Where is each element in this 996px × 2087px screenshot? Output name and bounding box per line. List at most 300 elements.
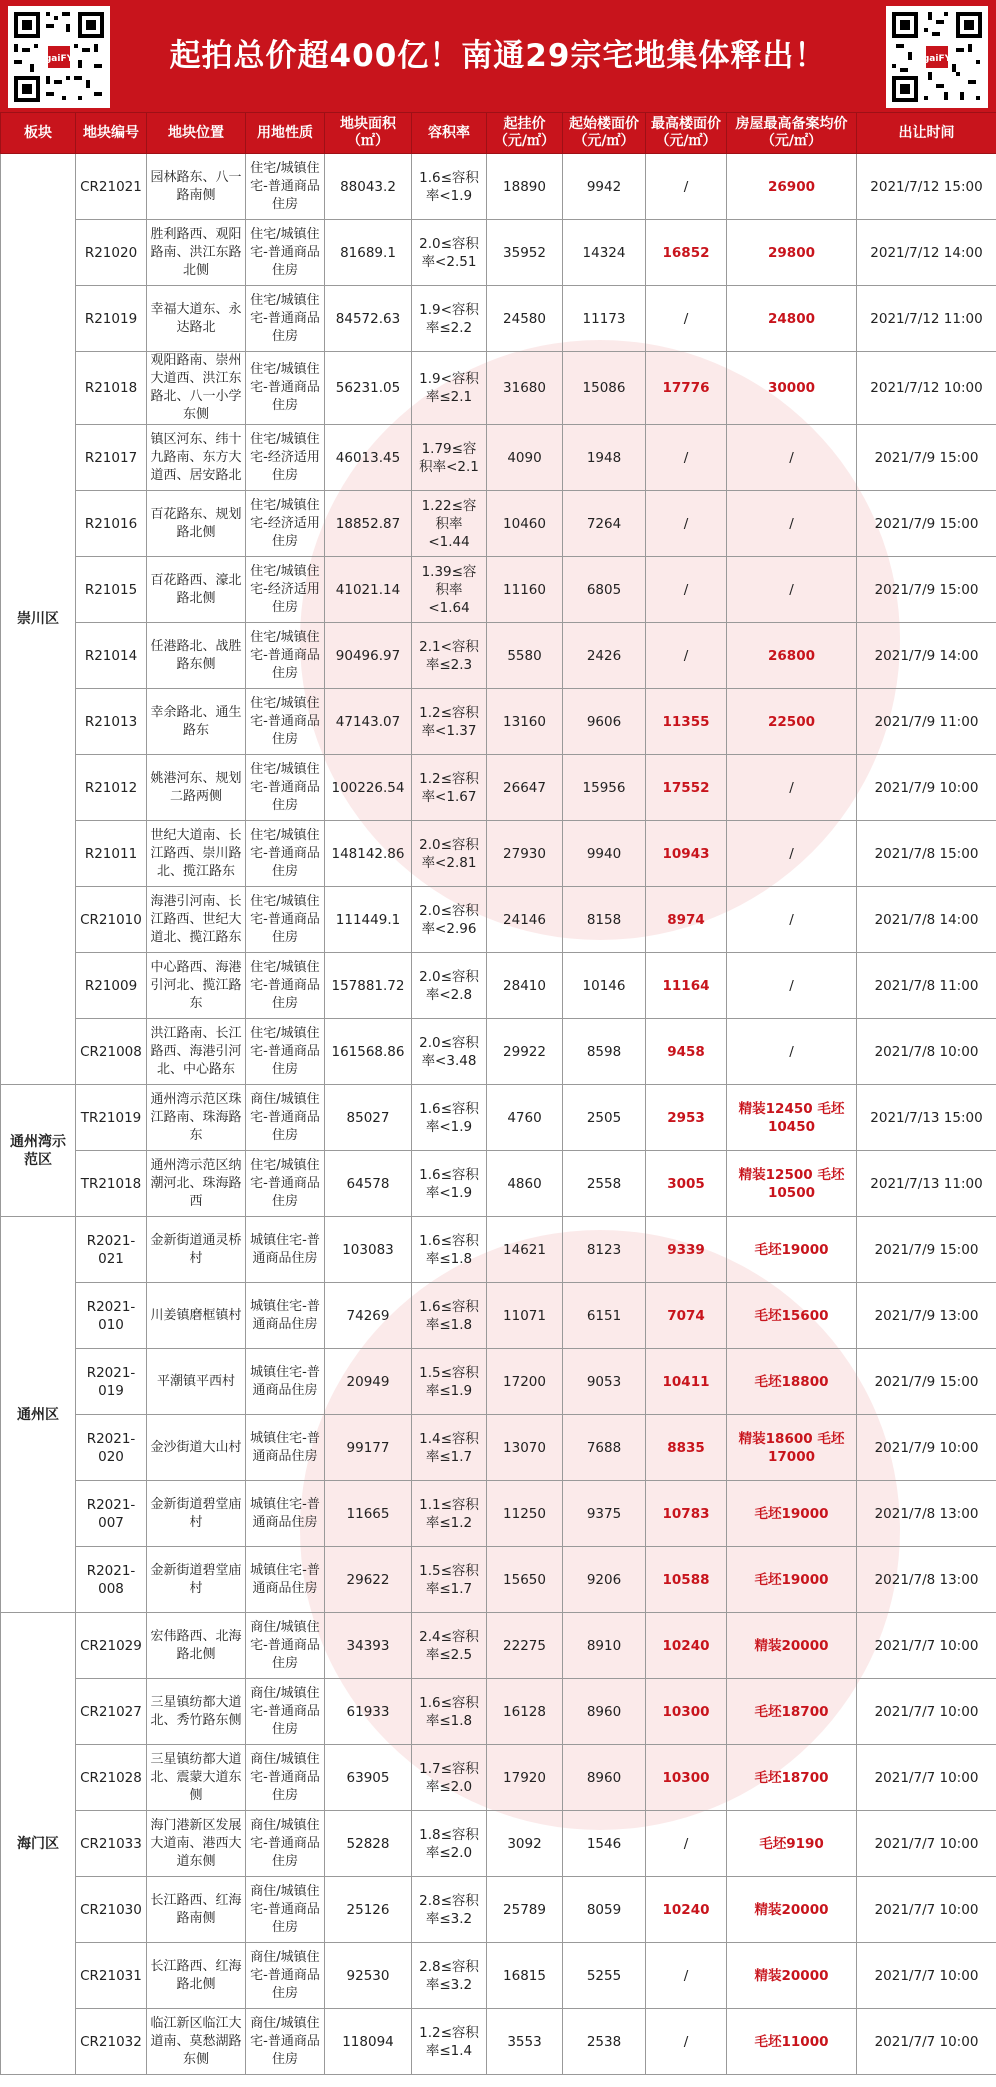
cell-start-price: 11071 bbox=[487, 1283, 563, 1349]
cell-max-floor-price: 9458 bbox=[646, 1019, 727, 1085]
cell-start-price: 14621 bbox=[487, 1217, 563, 1283]
page-title: 起拍总价超400亿！南通29宗宅地集体释出！ bbox=[169, 38, 827, 74]
cell-max-floor-price: / bbox=[646, 2009, 727, 2075]
cell-area: 103083 bbox=[325, 1217, 412, 1283]
cell-start-floor-price: 1948 bbox=[563, 425, 646, 491]
cell-max-house-price: 精装18600 毛坯17000 bbox=[727, 1415, 857, 1481]
cell-time: 2021/7/7 10:00 bbox=[857, 1679, 996, 1745]
cell-area: 84572.63 bbox=[325, 286, 412, 352]
cell-code: R21013 bbox=[76, 689, 147, 755]
cell-land-use: 商住/城镇住宅-普通商品住房 bbox=[246, 1613, 325, 1679]
table-row bbox=[1, 425, 996, 491]
cell-far: 1.6≤容积率≤1.8 bbox=[412, 1217, 487, 1283]
cell-location: 金沙街道大山村 bbox=[147, 1415, 246, 1481]
cell-land-use: 住宅/城镇住宅-普通商品住房 bbox=[246, 623, 325, 689]
cell-far: 2.0≤容积率<2.51 bbox=[412, 220, 487, 286]
cell-land-use: 城镇住宅-普通商品住房 bbox=[246, 1547, 325, 1613]
cell-start-floor-price: 8059 bbox=[563, 1877, 646, 1943]
table-row bbox=[1, 1415, 996, 1481]
qr-badge-text: gaiFY bbox=[44, 54, 74, 64]
cell-start-price: 27930 bbox=[487, 821, 563, 887]
table-row bbox=[1, 689, 996, 755]
cell-land-use: 住宅/城镇住宅-经济适用住房 bbox=[246, 557, 325, 623]
cell-start-floor-price: 8158 bbox=[563, 887, 646, 953]
table-row bbox=[1, 1811, 996, 1877]
cell-start-floor-price: 14324 bbox=[563, 220, 646, 286]
cell-start-floor-price: 7264 bbox=[563, 491, 646, 557]
cell-max-house-price: / bbox=[727, 821, 857, 887]
cell-max-floor-price: 10300 bbox=[646, 1745, 727, 1811]
cell-start-floor-price: 2558 bbox=[563, 1151, 646, 1217]
cell-max-house-price: / bbox=[727, 755, 857, 821]
cell-max-floor-price: / bbox=[646, 557, 727, 623]
cell-area: 20949 bbox=[325, 1349, 412, 1415]
cell-max-house-price: 精装20000 bbox=[727, 1943, 857, 2009]
cell-start-price: 29922 bbox=[487, 1019, 563, 1085]
table-row bbox=[1, 2009, 996, 2075]
cell-max-house-price: / bbox=[727, 887, 857, 953]
cell-max-floor-price: 17776 bbox=[646, 352, 727, 425]
cell-start-floor-price: 9206 bbox=[563, 1547, 646, 1613]
cell-start-floor-price: 9606 bbox=[563, 689, 646, 755]
table-row bbox=[1, 154, 996, 220]
cell-max-house-price: / bbox=[727, 1019, 857, 1085]
cell-land-use: 商住/城镇住宅-普通商品住房 bbox=[246, 1745, 325, 1811]
table-row bbox=[1, 623, 996, 689]
cell-land-use: 城镇住宅-普通商品住房 bbox=[246, 1349, 325, 1415]
cell-start-floor-price: 9942 bbox=[563, 154, 646, 220]
cell-start-floor-price: 6151 bbox=[563, 1283, 646, 1349]
cell-start-price: 4860 bbox=[487, 1151, 563, 1217]
cell-location: 长江路西、红海路南侧 bbox=[147, 1877, 246, 1943]
cell-code: R21017 bbox=[76, 425, 147, 491]
table-header-row bbox=[1, 113, 996, 154]
cell-time: 2021/7/13 15:00 bbox=[857, 1085, 996, 1151]
cell-area: 85027 bbox=[325, 1085, 412, 1151]
table-row bbox=[1, 1613, 996, 1679]
cell-max-floor-price: 10411 bbox=[646, 1349, 727, 1415]
cell-time: 2021/7/9 11:00 bbox=[857, 689, 996, 755]
cell-area: 64578 bbox=[325, 1151, 412, 1217]
cell-land-use: 住宅/城镇住宅-普通商品住房 bbox=[246, 689, 325, 755]
cell-area: 157881.72 bbox=[325, 953, 412, 1019]
cell-code: CR21029 bbox=[76, 1613, 147, 1679]
cell-location: 金新街道碧堂庙村 bbox=[147, 1547, 246, 1613]
cell-far: 1.22≤容积率<1.44 bbox=[412, 491, 487, 557]
cell-land-use: 城镇住宅-普通商品住房 bbox=[246, 1415, 325, 1481]
cell-code: CR21031 bbox=[76, 1943, 147, 2009]
cell-area: 52828 bbox=[325, 1811, 412, 1877]
table-row bbox=[1, 1151, 996, 1217]
cell-code: R2021-021 bbox=[76, 1217, 147, 1283]
cell-code: CR21030 bbox=[76, 1877, 147, 1943]
cell-time: 2021/7/12 11:00 bbox=[857, 286, 996, 352]
cell-area: 81689.1 bbox=[325, 220, 412, 286]
cell-time: 2021/7/9 15:00 bbox=[857, 557, 996, 623]
cell-area: 29622 bbox=[325, 1547, 412, 1613]
cell-area: 92530 bbox=[325, 1943, 412, 2009]
cell-code: R21011 bbox=[76, 821, 147, 887]
cell-far: 1.2≤容积率≤1.4 bbox=[412, 2009, 487, 2075]
table-row bbox=[1, 1943, 996, 2009]
cell-location: 世纪大道南、长江路西、崇川路北、揽江路东 bbox=[147, 821, 246, 887]
cell-land-use: 商住/城镇住宅-普通商品住房 bbox=[246, 2009, 325, 2075]
cell-start-price: 24146 bbox=[487, 887, 563, 953]
cell-area: 118094 bbox=[325, 2009, 412, 2075]
table-row bbox=[1, 755, 996, 821]
cell-start-floor-price: 9053 bbox=[563, 1349, 646, 1415]
cell-max-house-price: 毛坯15600 bbox=[727, 1283, 857, 1349]
cell-start-price: 3553 bbox=[487, 2009, 563, 2075]
cell-time: 2021/7/12 14:00 bbox=[857, 220, 996, 286]
table-row bbox=[1, 1349, 996, 1415]
cell-max-floor-price: 3005 bbox=[646, 1151, 727, 1217]
cell-land-use: 住宅/城镇住宅-普通商品住房 bbox=[246, 154, 325, 220]
cell-max-floor-price: / bbox=[646, 1811, 727, 1877]
cell-far: 2.8≤容积率≤3.2 bbox=[412, 1877, 487, 1943]
table-row bbox=[1, 220, 996, 286]
cell-time: 2021/7/7 10:00 bbox=[857, 1877, 996, 1943]
cell-far: 1.9<容积率≤2.2 bbox=[412, 286, 487, 352]
header-area: 地块面积（㎡） bbox=[325, 113, 412, 154]
cell-code: R21019 bbox=[76, 286, 147, 352]
cell-max-floor-price: 9339 bbox=[646, 1217, 727, 1283]
cell-location: 任港路北、战胜路东侧 bbox=[147, 623, 246, 689]
cell-time: 2021/7/12 15:00 bbox=[857, 154, 996, 220]
cell-code: TR21019 bbox=[76, 1085, 147, 1151]
cell-start-price: 22275 bbox=[487, 1613, 563, 1679]
table-row bbox=[1, 352, 996, 425]
cell-start-price: 16128 bbox=[487, 1679, 563, 1745]
cell-max-floor-price: 11164 bbox=[646, 953, 727, 1019]
cell-start-price: 4090 bbox=[487, 425, 563, 491]
cell-code: R21014 bbox=[76, 623, 147, 689]
cell-time: 2021/7/7 10:00 bbox=[857, 1811, 996, 1877]
cell-land-use: 城镇住宅-普通商品住房 bbox=[246, 1481, 325, 1547]
cell-start-floor-price: 8910 bbox=[563, 1613, 646, 1679]
cell-start-price: 13160 bbox=[487, 689, 563, 755]
cell-time: 2021/7/9 13:00 bbox=[857, 1283, 996, 1349]
cell-area: 100226.54 bbox=[325, 755, 412, 821]
cell-max-house-price: 29800 bbox=[727, 220, 857, 286]
cell-max-floor-price: / bbox=[646, 286, 727, 352]
header-start-floor-price: 起始楼面价（元/㎡） bbox=[563, 113, 646, 154]
cell-land-use: 住宅/城镇住宅-经济适用住房 bbox=[246, 491, 325, 557]
cell-start-floor-price: 8598 bbox=[563, 1019, 646, 1085]
header-start-price: 起挂价（元/㎡） bbox=[487, 113, 563, 154]
cell-max-house-price: 毛坯9190 bbox=[727, 1811, 857, 1877]
cell-start-price: 24580 bbox=[487, 286, 563, 352]
cell-max-house-price: / bbox=[727, 557, 857, 623]
cell-start-floor-price: 15086 bbox=[563, 352, 646, 425]
qr-code-left-icon bbox=[8, 6, 110, 108]
cell-time: 2021/7/8 10:00 bbox=[857, 1019, 996, 1085]
cell-start-price: 5580 bbox=[487, 623, 563, 689]
cell-far: 1.79≤容积率<2.1 bbox=[412, 425, 487, 491]
cell-land-use: 商住/城镇住宅-普通商品住房 bbox=[246, 1877, 325, 1943]
cell-land-use: 住宅/城镇住宅-普通商品住房 bbox=[246, 220, 325, 286]
cell-start-floor-price: 5255 bbox=[563, 1943, 646, 2009]
cell-max-floor-price: 8974 bbox=[646, 887, 727, 953]
table-row bbox=[1, 1085, 996, 1151]
cell-start-price: 28410 bbox=[487, 953, 563, 1019]
cell-time: 2021/7/7 10:00 bbox=[857, 1943, 996, 2009]
cell-code: R21018 bbox=[76, 352, 147, 425]
cell-area: 148142.86 bbox=[325, 821, 412, 887]
cell-max-floor-price: 2953 bbox=[646, 1085, 727, 1151]
cell-land-use: 住宅/城镇住宅-普通商品住房 bbox=[246, 286, 325, 352]
cell-max-floor-price: 10300 bbox=[646, 1679, 727, 1745]
cell-land-use: 商住/城镇住宅-普通商品住房 bbox=[246, 1943, 325, 2009]
cell-time: 2021/7/8 13:00 bbox=[857, 1481, 996, 1547]
header-banner bbox=[0, 0, 996, 112]
cell-time: 2021/7/9 10:00 bbox=[857, 755, 996, 821]
cell-location: 姚港河东、规划二路两侧 bbox=[147, 755, 246, 821]
table-row bbox=[1, 1745, 996, 1811]
cell-code: CR21028 bbox=[76, 1745, 147, 1811]
district-cell: 通州湾示范区 bbox=[1, 1085, 76, 1217]
cell-far: 1.8≤容积率≤2.0 bbox=[412, 1811, 487, 1877]
header-max-house-price: 房屋最高备案均价（元/㎡） bbox=[727, 113, 857, 154]
cell-max-house-price: 毛坯19000 bbox=[727, 1217, 857, 1283]
table-row bbox=[1, 1217, 996, 1283]
cell-location: 洪江路南、长江路西、海港引河北、中心路东 bbox=[147, 1019, 246, 1085]
cell-start-price: 26647 bbox=[487, 755, 563, 821]
cell-max-house-price: 24800 bbox=[727, 286, 857, 352]
cell-max-house-price: 26900 bbox=[727, 154, 857, 220]
header-max-floor-price: 最高楼面价（元/㎡） bbox=[646, 113, 727, 154]
cell-land-use: 城镇住宅-普通商品住房 bbox=[246, 1283, 325, 1349]
cell-start-price: 35952 bbox=[487, 220, 563, 286]
cell-code: R2021-008 bbox=[76, 1547, 147, 1613]
cell-start-price: 3092 bbox=[487, 1811, 563, 1877]
cell-location: 通州湾示范区纳潮河北、珠海路西 bbox=[147, 1151, 246, 1217]
cell-location: 临江新区临江大道南、莫愁湖路东侧 bbox=[147, 2009, 246, 2075]
cell-area: 25126 bbox=[325, 1877, 412, 1943]
cell-far: 1.5≤容积率≤1.9 bbox=[412, 1349, 487, 1415]
cell-area: 18852.87 bbox=[325, 491, 412, 557]
cell-max-floor-price: / bbox=[646, 154, 727, 220]
cell-time: 2021/7/9 15:00 bbox=[857, 1217, 996, 1283]
cell-time: 2021/7/13 11:00 bbox=[857, 1151, 996, 1217]
cell-code: R21016 bbox=[76, 491, 147, 557]
cell-start-floor-price: 11173 bbox=[563, 286, 646, 352]
cell-land-use: 商住/城镇住宅-普通商品住房 bbox=[246, 1679, 325, 1745]
cell-location: 中心路西、海港引河北、揽江路东 bbox=[147, 953, 246, 1019]
cell-max-house-price: 毛坯19000 bbox=[727, 1481, 857, 1547]
qr-badge-text: gaiFY bbox=[922, 54, 952, 64]
table-row bbox=[1, 1547, 996, 1613]
table-row bbox=[1, 1877, 996, 1943]
cell-location: 胜利路西、观阳路南、洪江东路北侧 bbox=[147, 220, 246, 286]
header-district: 板块 bbox=[1, 113, 76, 154]
cell-start-price: 13070 bbox=[487, 1415, 563, 1481]
cell-max-floor-price: / bbox=[646, 1943, 727, 2009]
cell-location: 幸余路北、通生路东 bbox=[147, 689, 246, 755]
cell-time: 2021/7/7 10:00 bbox=[857, 2009, 996, 2075]
cell-max-floor-price: 7074 bbox=[646, 1283, 727, 1349]
cell-start-price: 17920 bbox=[487, 1745, 563, 1811]
cell-code: R21015 bbox=[76, 557, 147, 623]
cell-location: 百花路东、规划路北侧 bbox=[147, 491, 246, 557]
cell-far: 1.6≤容积率<1.9 bbox=[412, 1151, 487, 1217]
cell-area: 61933 bbox=[325, 1679, 412, 1745]
cell-start-floor-price: 8960 bbox=[563, 1745, 646, 1811]
cell-far: 1.6≤容积率<1.9 bbox=[412, 154, 487, 220]
cell-max-house-price: 毛坯18700 bbox=[727, 1679, 857, 1745]
cell-area: 111449.1 bbox=[325, 887, 412, 953]
cell-start-floor-price: 7688 bbox=[563, 1415, 646, 1481]
cell-code: CR21008 bbox=[76, 1019, 147, 1085]
cell-area: 88043.2 bbox=[325, 154, 412, 220]
cell-far: 2.8≤容积率≤3.2 bbox=[412, 1943, 487, 2009]
cell-code: CR21032 bbox=[76, 2009, 147, 2075]
land-auction-table bbox=[0, 112, 996, 2075]
cell-far: 1.6≤容积率≤1.8 bbox=[412, 1283, 487, 1349]
cell-far: 2.4≤容积率≤2.5 bbox=[412, 1613, 487, 1679]
cell-far: 1.7≤容积率≤2.0 bbox=[412, 1745, 487, 1811]
cell-location: 观阳路南、崇州大道西、洪江东路北、八一小学东侧 bbox=[147, 352, 246, 425]
cell-start-price: 16815 bbox=[487, 1943, 563, 2009]
qr-code-svg bbox=[888, 8, 986, 106]
cell-code: CR21033 bbox=[76, 1811, 147, 1877]
cell-time: 2021/7/9 15:00 bbox=[857, 1349, 996, 1415]
cell-max-house-price: / bbox=[727, 425, 857, 491]
cell-code: R2021-020 bbox=[76, 1415, 147, 1481]
cell-time: 2021/7/8 13:00 bbox=[857, 1547, 996, 1613]
cell-start-floor-price: 2538 bbox=[563, 2009, 646, 2075]
cell-max-house-price: 毛坯11000 bbox=[727, 2009, 857, 2075]
cell-area: 41021.14 bbox=[325, 557, 412, 623]
cell-start-floor-price: 2426 bbox=[563, 623, 646, 689]
cell-start-floor-price: 8960 bbox=[563, 1679, 646, 1745]
cell-code: CR21010 bbox=[76, 887, 147, 953]
cell-max-floor-price: 10588 bbox=[646, 1547, 727, 1613]
cell-time: 2021/7/7 10:00 bbox=[857, 1613, 996, 1679]
table-row bbox=[1, 491, 996, 557]
district-cell: 海门区 bbox=[1, 1613, 76, 2075]
cell-land-use: 商住/城镇住宅-普通商品住房 bbox=[246, 1085, 325, 1151]
cell-code: R2021-010 bbox=[76, 1283, 147, 1349]
cell-far: 1.6≤容积率≤1.8 bbox=[412, 1679, 487, 1745]
cell-start-floor-price: 15956 bbox=[563, 755, 646, 821]
cell-land-use: 住宅/城镇住宅-普通商品住房 bbox=[246, 887, 325, 953]
cell-area: 74269 bbox=[325, 1283, 412, 1349]
cell-far: 1.6≤容积率<1.9 bbox=[412, 1085, 487, 1151]
cell-code: R21020 bbox=[76, 220, 147, 286]
cell-far: 1.9<容积率≤2.1 bbox=[412, 352, 487, 425]
cell-start-price: 4760 bbox=[487, 1085, 563, 1151]
cell-location: 海港引河南、长江路西、世纪大道北、揽江路东 bbox=[147, 887, 246, 953]
cell-max-house-price: 30000 bbox=[727, 352, 857, 425]
cell-start-floor-price: 2505 bbox=[563, 1085, 646, 1151]
table-row bbox=[1, 953, 996, 1019]
cell-area: 161568.86 bbox=[325, 1019, 412, 1085]
cell-start-price: 11250 bbox=[487, 1481, 563, 1547]
cell-start-price: 31680 bbox=[487, 352, 563, 425]
cell-max-floor-price: / bbox=[646, 491, 727, 557]
cell-code: CR21021 bbox=[76, 154, 147, 220]
table-row bbox=[1, 1283, 996, 1349]
cell-max-floor-price: / bbox=[646, 425, 727, 491]
cell-location: 宏伟路西、北海路北侧 bbox=[147, 1613, 246, 1679]
cell-max-house-price: 毛坯18800 bbox=[727, 1349, 857, 1415]
cell-max-floor-price: 8835 bbox=[646, 1415, 727, 1481]
cell-start-floor-price: 9375 bbox=[563, 1481, 646, 1547]
cell-far: 2.0≤容积率<3.48 bbox=[412, 1019, 487, 1085]
cell-max-floor-price: 16852 bbox=[646, 220, 727, 286]
cell-area: 46013.45 bbox=[325, 425, 412, 491]
cell-max-house-price: 26800 bbox=[727, 623, 857, 689]
cell-max-floor-price: 10240 bbox=[646, 1877, 727, 1943]
cell-max-floor-price: 11355 bbox=[646, 689, 727, 755]
cell-time: 2021/7/8 11:00 bbox=[857, 953, 996, 1019]
cell-location: 三星镇纺都大道北、震蒙大道东侧 bbox=[147, 1745, 246, 1811]
cell-max-house-price: 毛坯19000 bbox=[727, 1547, 857, 1613]
cell-area: 47143.07 bbox=[325, 689, 412, 755]
table-row bbox=[1, 887, 996, 953]
cell-start-price: 10460 bbox=[487, 491, 563, 557]
cell-max-house-price: 22500 bbox=[727, 689, 857, 755]
cell-max-house-price: 精装12500 毛坯10500 bbox=[727, 1151, 857, 1217]
header-far: 容积率 bbox=[412, 113, 487, 154]
cell-far: 2.0≤容积率<2.81 bbox=[412, 821, 487, 887]
cell-area: 99177 bbox=[325, 1415, 412, 1481]
cell-code: R2021-007 bbox=[76, 1481, 147, 1547]
cell-time: 2021/7/7 10:00 bbox=[857, 1745, 996, 1811]
cell-far: 2.1<容积率≤2.3 bbox=[412, 623, 487, 689]
cell-location: 平潮镇平西村 bbox=[147, 1349, 246, 1415]
cell-far: 2.0≤容积率<2.8 bbox=[412, 953, 487, 1019]
table-row bbox=[1, 821, 996, 887]
cell-code: R21012 bbox=[76, 755, 147, 821]
cell-area: 63905 bbox=[325, 1745, 412, 1811]
cell-land-use: 住宅/城镇住宅-普通商品住房 bbox=[246, 1019, 325, 1085]
cell-location: 百花路西、濠北路北侧 bbox=[147, 557, 246, 623]
header-land-use: 用地性质 bbox=[246, 113, 325, 154]
cell-time: 2021/7/9 15:00 bbox=[857, 491, 996, 557]
cell-max-house-price: / bbox=[727, 491, 857, 557]
cell-start-price: 25789 bbox=[487, 1877, 563, 1943]
cell-land-use: 住宅/城镇住宅-普通商品住房 bbox=[246, 1151, 325, 1217]
cell-area: 56231.05 bbox=[325, 352, 412, 425]
cell-far: 2.0≤容积率<2.96 bbox=[412, 887, 487, 953]
cell-land-use: 住宅/城镇住宅-普通商品住房 bbox=[246, 755, 325, 821]
cell-location: 幸福大道东、永达路北 bbox=[147, 286, 246, 352]
cell-time: 2021/7/12 10:00 bbox=[857, 352, 996, 425]
cell-far: 1.39≤容积率<1.64 bbox=[412, 557, 487, 623]
table-row bbox=[1, 1019, 996, 1085]
cell-land-use: 商住/城镇住宅-普通商品住房 bbox=[246, 1811, 325, 1877]
cell-code: R2021-019 bbox=[76, 1349, 147, 1415]
header-time: 出让时间 bbox=[857, 113, 996, 154]
cell-land-use: 住宅/城镇住宅-经济适用住房 bbox=[246, 425, 325, 491]
cell-location: 长江路西、红海路北侧 bbox=[147, 1943, 246, 2009]
table-row bbox=[1, 1679, 996, 1745]
cell-time: 2021/7/9 14:00 bbox=[857, 623, 996, 689]
cell-time: 2021/7/9 15:00 bbox=[857, 425, 996, 491]
cell-location: 川姜镇磨框镇村 bbox=[147, 1283, 246, 1349]
cell-start-floor-price: 8123 bbox=[563, 1217, 646, 1283]
cell-time: 2021/7/8 15:00 bbox=[857, 821, 996, 887]
cell-start-price: 15650 bbox=[487, 1547, 563, 1613]
cell-area: 90496.97 bbox=[325, 623, 412, 689]
table-row bbox=[1, 286, 996, 352]
cell-location: 金新街道通灵桥村 bbox=[147, 1217, 246, 1283]
cell-area: 34393 bbox=[325, 1613, 412, 1679]
cell-start-floor-price: 1546 bbox=[563, 1811, 646, 1877]
cell-code: R21009 bbox=[76, 953, 147, 1019]
